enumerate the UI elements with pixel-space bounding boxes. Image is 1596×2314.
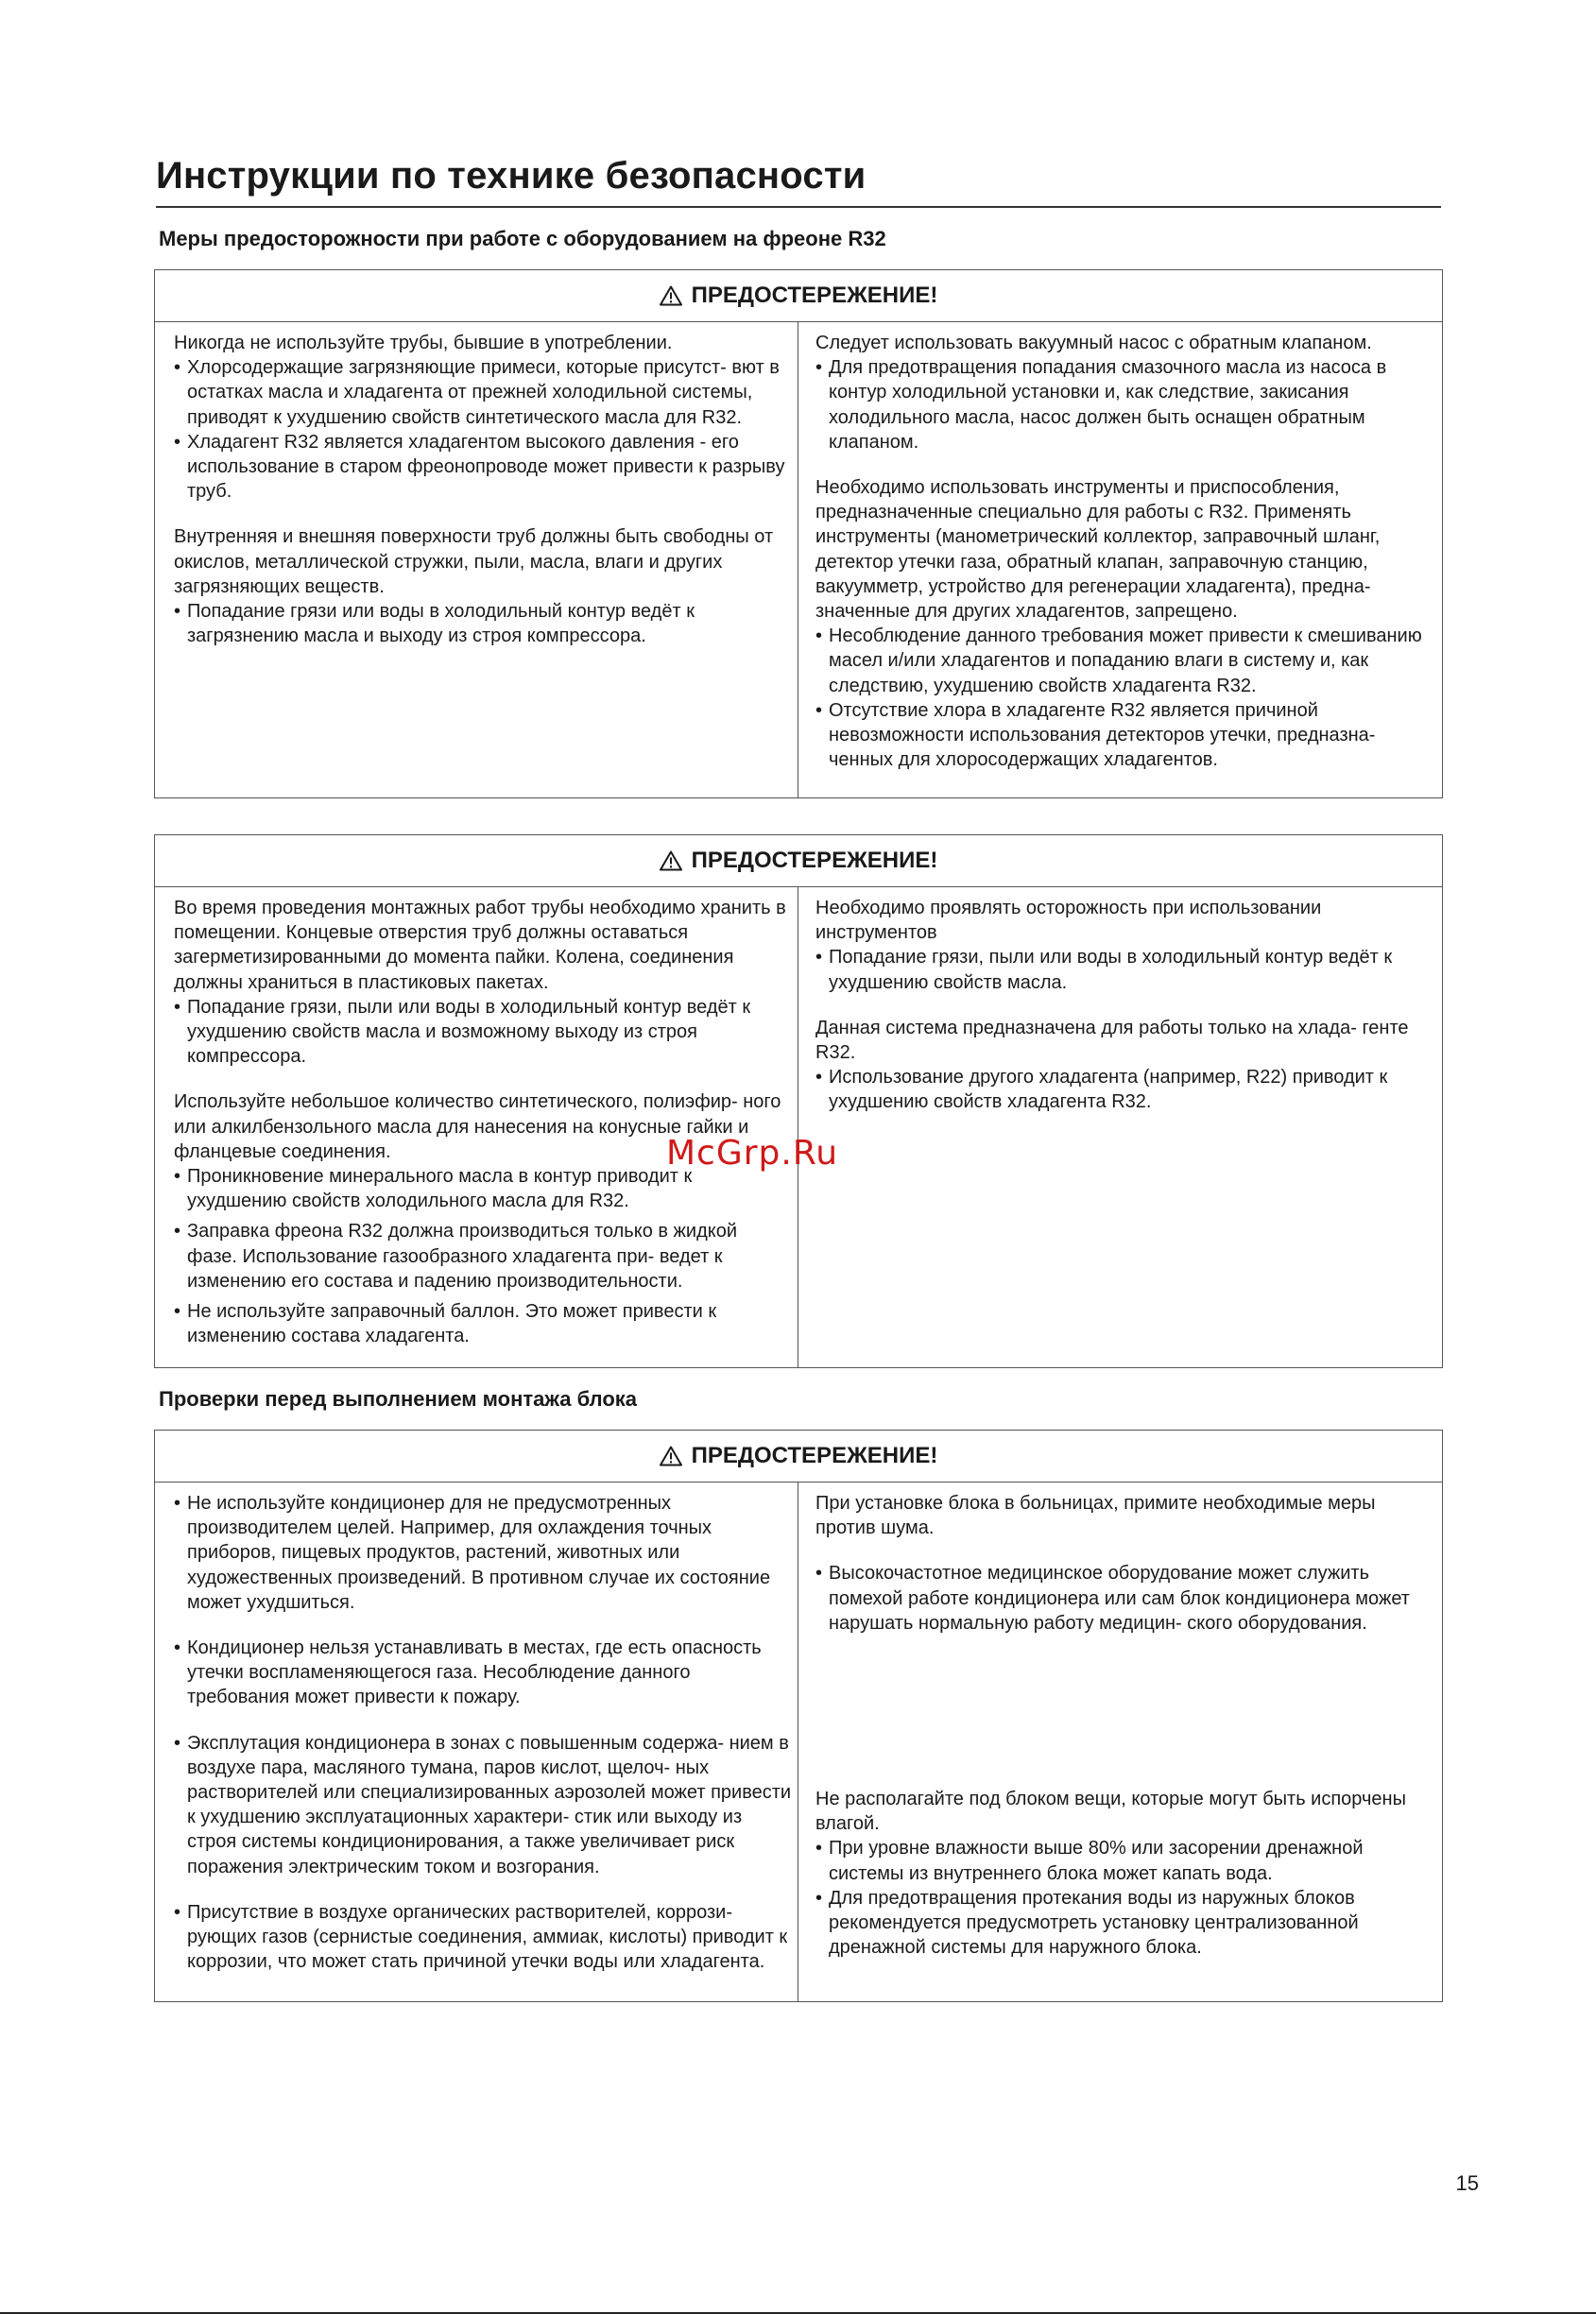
bullet-item: • Не используйте кондиционер для не предусмотренных производителем целей. Например, для охлаждения точных приборов, пищевых продуктов, растений, животных или художественных произведений. В противном случае их состояние может ухудшиться.	[174, 1491, 792, 1615]
page-title: Инструкции по технике безопасности	[156, 153, 1441, 208]
bullet-icon: •	[174, 1301, 181, 1323]
warning-label: ПРЕДОСТЕРЕЖЕНИЕ!	[691, 848, 938, 873]
bullet-icon: •	[815, 1838, 823, 1860]
page-number: 15	[1455, 2171, 1479, 2195]
paragraph: Никогда не используйте трубы, бывшие в употреблении.	[174, 333, 673, 353]
paragraph: Необходимо использовать инструменты и приспособления, предназначенные специально для работы с R32. Применять инструменты (манометрический коллектор, заправочный шланг, детектор утечки газа, обратный клапан, заправочную станцию, вакуумметр, устройство для регенерации хладагента), предна- значенные для других хладагентов, запрещено.	[815, 477, 1381, 623]
bullet-icon: •	[174, 1732, 181, 1754]
section-title-r32: Меры предосторожности при работе с оборудованием на фреоне R32	[159, 227, 886, 250]
bullet-icon: •	[174, 357, 181, 379]
bullet-icon: •	[815, 947, 823, 968]
warning-triangle-icon	[660, 850, 682, 871]
warning-header	[155, 1431, 1442, 1483]
bullet-icon: •	[174, 1221, 181, 1243]
bullet-icon: •	[815, 1887, 823, 1909]
bullet-icon: •	[174, 996, 181, 1018]
warning-label: ПРЕДОСТЕРЕЖЕНИЕ!	[691, 283, 938, 308]
bullet-icon: •	[815, 626, 823, 647]
bullet-item: • Для предотвращения попадания смазочного масла из насоса в контур холодильной установки и, как следствие, закисания холодильного масла, насос должен быть оснащен обратным клапаном.	[815, 355, 1433, 454]
warning-header	[155, 835, 1442, 887]
bullet-item: • Использование другого хладагента (например, R22) приводит к ухудшению свойств хладагента R32.	[815, 1065, 1433, 1114]
bullet-item: • Попадание грязи или воды в холодильный контур ведёт к загрязнению масла и выходу из строя компрессора.	[174, 599, 792, 648]
warning-panel-2	[154, 834, 1443, 1368]
warning-triangle-icon	[660, 285, 682, 306]
panel-2-right-column	[798, 886, 1442, 1367]
bullet-item: • Присутствие в воздухе органических растворителей, коррози- рующих газов (сернистые соединения, аммиак, кислоты) приводит к коррозии, что может стать причиной утечки воды или хладагента.	[174, 1900, 792, 1975]
bullet-item: • Заправка фреона R32 должна производиться только в жидкой фазе. Использование газообразного хладагента при- ведет к изменению его состава и падению производительности.	[174, 1219, 792, 1294]
section-title-pre-install: Проверки перед выполнением монтажа блока	[159, 1387, 637, 1411]
bullet-icon: •	[174, 1637, 181, 1659]
bullet-icon: •	[174, 1166, 181, 1188]
bullet-item: • Хладагент R32 является хладагентом высокого давления - его использование в старом фреонопроводе может привести к разрыву труб.	[174, 430, 792, 505]
paragraph: Используйте небольшое количество синтетического, полиэфир- ного или алкилбензольного масла для нанесения на конусные гайки и фланцевые соединения.	[174, 1091, 781, 1162]
panel-3-left-column	[155, 1482, 798, 2001]
bullet-icon: •	[815, 1067, 823, 1088]
paragraph: Не располагайте под блоком вещи, которые могут быть испорчены влагой.	[815, 1789, 1406, 1835]
warning-label: ПРЕДОСТЕРЕЖЕНИЕ!	[691, 1443, 938, 1468]
bullet-icon: •	[174, 601, 181, 623]
warning-panel-3	[154, 1430, 1443, 2002]
bullet-icon: •	[174, 431, 181, 453]
bullet-item: • Попадание грязи, пыли или воды в холодильный контур ведёт к ухудшению свойств масла.	[815, 945, 1433, 994]
warning-panel-1	[154, 269, 1443, 798]
bullet-icon: •	[815, 699, 823, 721]
paragraph: При установке блока в больницах, примите необходимые меры против шума.	[815, 1493, 1376, 1539]
bullet-item: • Кондиционер нельзя устанавливать в местах, где есть опасность утечки воспламеняющегося газа. Несоблюдение данного требования может привести к пожару.	[174, 1636, 792, 1710]
bullet-item: • Не используйте заправочный баллон. Это может привести к изменению состава хладагента.	[174, 1299, 792, 1348]
panel-2-left-column	[155, 886, 798, 1367]
paragraph: Во время проведения монтажных работ трубы необходимо хранить в помещении. Концевые отверстия труб должны оставаться загерметизированными до момента пайки. Колена, соединения должны храниться в пластиковых пакетах.	[174, 898, 786, 993]
watermark: McGrp.Ru	[666, 1134, 839, 1173]
bullet-item: • Попадание грязи, пыли или воды в холодильный контур ведёт к ухудшению свойств масла и возможному выходу из строя компрессора.	[174, 995, 792, 1070]
paragraph: Данная система предназначена для работы только на хлада- генте R32.	[815, 1017, 1409, 1064]
paragraph: Следует использовать вакуумный насос с обратным клапаном.	[815, 333, 1372, 353]
bullet-item: • Для предотвращения протекания воды из наружных блоков рекомендуется предусмотреть установку централизованной дренажной системы для наружного блока.	[815, 1886, 1433, 1961]
warning-triangle-icon	[660, 1446, 682, 1466]
bullet-item: • Несоблюдение данного требования может привести к смешиванию масел и/или хладагентов и попаданию влаги в систему и, как следствию, ухудшению свойств хладагента R32.	[815, 624, 1433, 698]
bullet-item: • Эксплутация кондиционера в зонах с повышенным содержа- нием в воздухе пара, масляного тумана, паров кислот, щелоч- ных растворителей или специализированных аэрозолей может привести к ухудшению эксплуатационных характери- стик или выходу из строя системы кондиционирования, а также увеличивает риск поражения электрическим током и возгорания.	[174, 1731, 792, 1879]
bullet-item: • Проникновение минерального масла в контур приводит к ухудшению свойств холодильного масла для R32.	[174, 1164, 792, 1213]
panel-1-left-column	[155, 321, 798, 797]
panel-1-right-column	[798, 321, 1442, 797]
bullet-icon: •	[174, 1901, 181, 1923]
bullet-item: • Высокочастотное медицинское оборудование может служить помехой работе кондиционера или сам блок кондиционера может нарушать нормальную работу медицин- ского оборудования.	[815, 1561, 1433, 1636]
bullet-icon: •	[174, 1493, 181, 1514]
bullet-item: • Отсутствие хлора в хладагенте R32 является причиной невозможности использования детекторов утечки, предназна- ченных для хлоросодержащих хладагентов.	[815, 698, 1433, 773]
paragraph: Внутренняя и внешняя поверхности труб должны быть свободны от окислов, металлической стружки, пыли, масла, влаги и других загрязняющих веществ.	[174, 526, 774, 597]
panel-3-right-column	[798, 1482, 1442, 2001]
paragraph: Необходимо проявлять осторожность при использовании инструментов	[815, 898, 1322, 944]
bullet-icon: •	[815, 1563, 823, 1585]
bullet-item: • Хлорсодержащие загрязняющие примеси, которые присутст- вют в остатках масла и хладагента от прежней холодильной системы, приводят к ухудшению свойств синтетического масла для R32.	[174, 355, 792, 430]
bullet-icon: •	[815, 357, 823, 379]
bullet-item: • При уровне влажности выше 80% или засорении дренажной системы из внутреннего блока может капать вода.	[815, 1836, 1433, 1885]
warning-header	[155, 270, 1442, 322]
